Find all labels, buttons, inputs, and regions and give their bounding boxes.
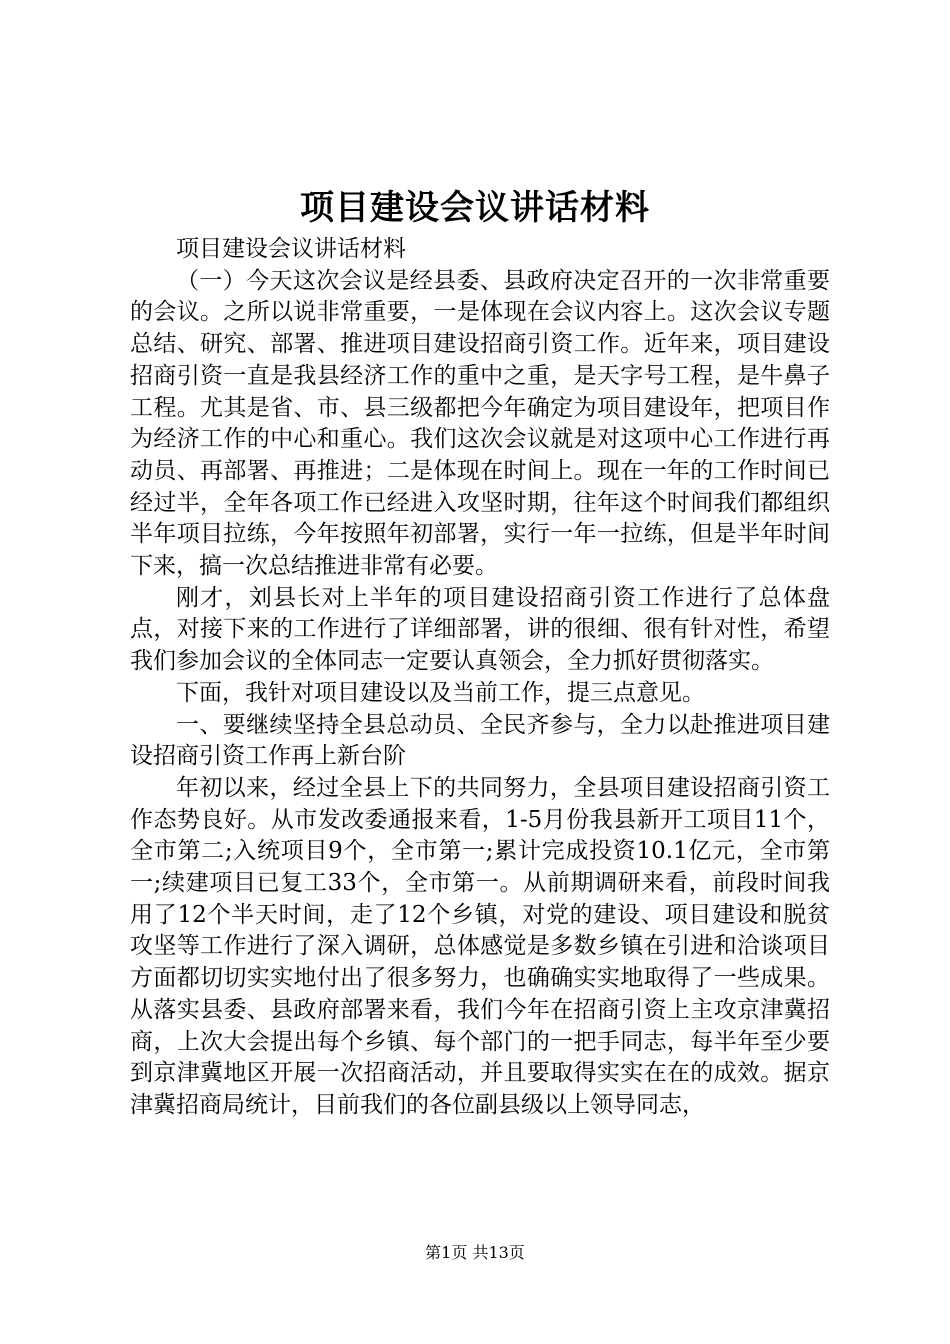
paragraph-heading: 项目建设会议讲话材料 (176, 236, 406, 262)
paragraph-intro: （一）今天这次会议是经县委、县政府决定召开的一次非常重要的会议。之所以说非常重要，一是体现在会议内容上。这次会议专题总结、研究、部署、推进项目建设招商引资工作。近年来，项目建设招商引资一直是我县经济工作的重中之重，是天字号工程，是牛鼻子工程。尤其是省、市、县三级都把今年确定为项目建设年，把项目作为经济工作的中心和重心。我们这次会议就是对这项中心工作进行再动员、再部署、再推进；二是体现在时间上。现在一年的工作时间已经过半，全年各项工作已经进入攻坚时期，往年这个时间我们都组织半年项目拉练，今年按照年初部署，实行一年一拉练，但是半年时间下来，搞一次总结推进非常有必要。 (130, 267, 830, 580)
page-footer: 第1页 共13页 (425, 1243, 525, 1262)
paragraph-opinions: 下面，我针对项目建设以及当前工作，提三点意见。 (176, 679, 705, 706)
paragraph-progress: 年初以来，经过全县上下的共同努力，全县项目建设招商引资工作态势良好。从市发改委通报来看，1-5月份我县新开工项目11个，全市第二;入统项目9个，全市第一;累计完成投资10.1亿元，全市第一;续建项目已复工33个，全市第一。从前期调研来看，前段时间我用了12个半天时间，走了12个乡镇，对党的建设、项目建设和脱贫攻坚等工作进行了深入调研，总体感觉是多数乡镇在引进和洽谈项目方面都切切实实地付出了很多努力，也确确实实地取得了一些成果。从落实县委、县政府部署来看，我们今年在招商引资上主攻京津冀招商，上次大会提出每个乡镇、每个部门的一把手同志，每半年至少要到京津冀地区开展一次招商活动，并且要取得实实在在的成效。据京津冀招商局统计，目前我们的各位副县级以上领导同志， (130, 774, 830, 1118)
paragraph-section-one-heading: 一、要继续坚持全县总动员、全民齐参与，全力以赴推进项目建设招商引资工作再上新台阶 (130, 711, 830, 770)
document-body (130, 234, 830, 1122)
document-title: 项目建设会议讲话材料 (300, 188, 650, 228)
paragraph-review: 刚才，刘县长对上半年的项目建设招商引资工作进行了总体盘点，对接下来的工作进行了详细部署，讲的很细、很有针对性，希望我们参加会议的全体同志一定要认真领会，全力抓好贯彻落实。 (130, 584, 830, 675)
